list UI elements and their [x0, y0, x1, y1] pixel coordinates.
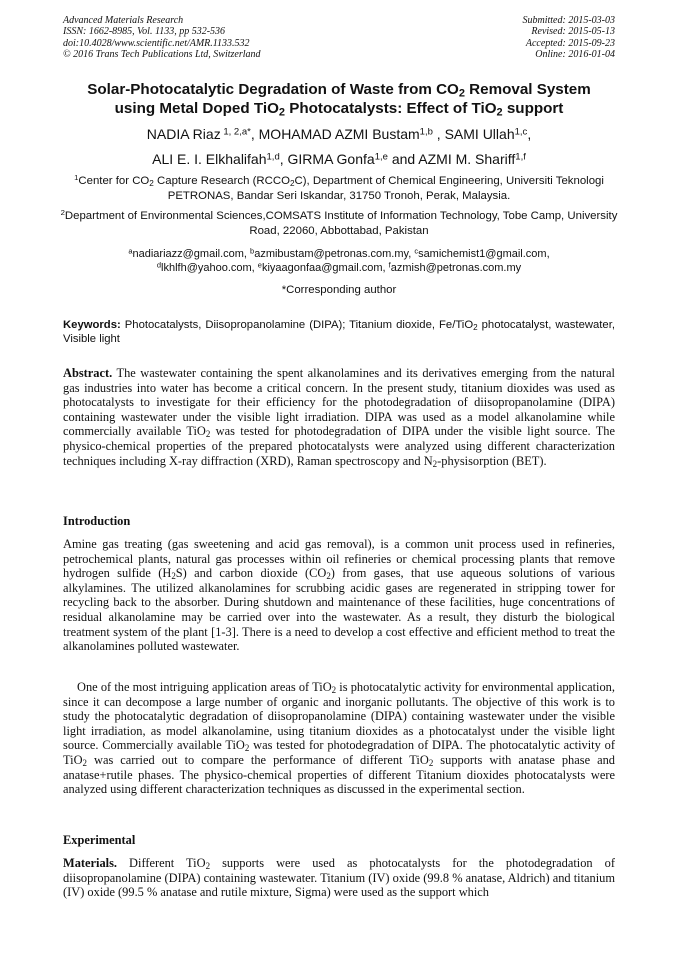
abstract-paragraph: Abstract. The wastewater containing the spent alkanolamines and its derivatives emerging from the natural gas industries into water has become a critical concern. In the present study, titanium dioxides was used as photocatalysts to investigate for their efficiency for the photodegradation of diisopropanolamine (DIPA) containing wastewater under the visible light irradiation. DIPA was used as a model alkanolamine while commercially available TiO$_2$ was tested for photodegradation of DIPA under the visible light source. The physico-chemical properties of the prepared photocatalysts were analyzed using different characterization techniques including X-ray diffraction (XRD), Raman spectroscopy and $N_2$-physisorption (BET).: [63, 366, 615, 469]
issn-line: ISSN: 1662-8985, Vol. 1133, pp 532-536: [63, 26, 226, 38]
corresponding-author-note: *Corresponding author: [281, 284, 397, 296]
submitted-date: Submitted: 2015-03-03: [522, 15, 615, 26]
accepted-date: Accepted: 2015-09-23: [525, 37, 615, 49]
author-name: and AZMI M. Shariff: [391, 151, 516, 167]
author-list: NADIA Riaz $^{1, 2,a*}$, MOHAMAD AZMI Bustam$^{1,b}$ , SAMI Ullah$^{1,c}$, ALI E. I. Elkhalifah$^{1,d}$, GIRMA Gonfa$^{1,e}$ and AZMI M. Shariff$^{1,f}$: [146, 126, 532, 167]
doi-line: doi:10.4028/www.scientific.net/AMR.1133.532: [63, 37, 250, 49]
author-name: SAMI Ullah: [444, 126, 515, 142]
email-link[interactable]: azmish@petronas.com.my: [390, 262, 522, 274]
affiliation-1: $^1$Center for $CO_2$ Capture Research $(RCCO_2C)$, Department of Chemical Engineering, Universiti Teknologi PETRONAS, Bandar Seri Iskandar, 31750 Tronoh, Perak, Malaysia.: [74, 173, 604, 202]
introduction-heading: Introduction: [63, 514, 131, 528]
experimental-paragraph: Materials. Different TiO$_2$ supports were used as photocatalysts for the photodegradation of diisopropanolamine (DIPA) containing wastewater. Titanium (IV) oxide (99.8 % anatase, Aldrich) and titanium (IV) oxide (99.5 % anatase and rutile mixture, Sigma) were used as the support which: [63, 856, 615, 900]
introduction-paragraph-1: Amine gas treating (gas sweetening and acid gas removal), is a common unit process used in refineries, petrochemical plants, natural gas processes within oil refineries or chemical processing plants that remove hydrogen sulfide $(H_2S)$ and carbon dioxide $(CO_2)$ from gases, that use aqueous solutions of various alkylamines. The utilized alkanolamines for scrubbing acidic gases are regenerated in stripping tower for recycling back to the absorber. During shutdown and maintenance of these facilities, huge concentrations of residual alkanolamine may be carried over into the wastewater. As a result, they disturb the biological treatment system of the plant [1-3]. There is a need to develop a cost effective and efficient method to treat the alkanolamines polluted wastewater.: [63, 537, 615, 654]
experimental-heading: Experimental: [63, 833, 136, 847]
materials-label: Materials.: [63, 856, 118, 870]
dates-header: [523, 15, 616, 60]
email-link[interactable]: nadiariazz@gmail.com,: [132, 248, 251, 260]
author-name: NADIA Riaz: [146, 126, 221, 142]
email-link[interactable]: samichemist1@gmail.com,: [418, 248, 550, 260]
email-link[interactable]: azmibustam@petronas.com.my,: [254, 248, 415, 260]
copyright-line: © 2016 Trans Tech Publications Ltd, Switzerland: [63, 48, 261, 60]
paper-title: Solar-Photocatalytic Degradation of Waste from $CO_2$ Removal System using Metal Doped TiO$_2$ Photocatalysts: Effect of TiO$_2$ support: [87, 81, 591, 119]
journal-name: Advanced Materials Research: [63, 15, 184, 26]
email-link[interactable]: lkhlfh@yahoo.com,: [161, 262, 258, 274]
keywords-label: Keywords:: [63, 319, 121, 331]
revised-date: Revised: 2015-05-13: [531, 26, 615, 38]
online-date: Online: 2016-01-04: [535, 48, 615, 60]
keywords: Keywords: Photocatalysts, Diisopropanolamine (DIPA); Titanium dioxide, Fe/TiO$_2$ photocatalyst, wastewater, Visible light: [63, 319, 615, 346]
abstract-label: Abstract.: [63, 366, 113, 380]
email-link[interactable]: kiyaagonfaa@gmail.com,: [261, 262, 389, 274]
author-name: GIRMA Gonfa: [287, 151, 375, 167]
journal-header: [63, 15, 261, 60]
introduction-paragraph-2: One of the most intriguing application areas of TiO$_2$ is photocatalytic activity for environmental application, since it can decompose a large number of organic and inorganic pollutants. The objective of this work is to study the photocatalytic degradation of diisopropanolamine (DIPA) containing wastewater under the visible light irradiation, as model alkanolamine, using titanium dioxides as a photocatalyst under the visible light source. Commercially available TiO$_2$ was tested for photodegradation of DIPA. The photocatalytic activity of TiO$_2$ was carried out to compare the performance of different TiO$_2$ supports with anatase phase and anatase+rutile phases. The physico-chemical properties of different Titanium dioxides photocatalysts were analyzed using different characterization techniques as discussed in the experimental section.: [63, 680, 615, 797]
author-name: ALI E. I. Elkhalifah: [152, 151, 267, 167]
author-name: MOHAMAD AZMI Bustam: [258, 126, 420, 142]
author-emails: $^a$nadiariazz@gmail.com, $^b$azmibustam@petronas.com.my, $^c$samichemist1@gmail.com, $^d$lkhlfh@yahoo.com, $^e$kiyaagonfaa@gmail.com, $^f$azmish@petronas.com.my: [128, 246, 550, 274]
affiliation-2: $^2$Department of Environmental Sciences,COMSATS Institute of Information Technology, Tobe Camp, University Road, 22060, Abbottabad, Pakistan: [60, 208, 618, 237]
